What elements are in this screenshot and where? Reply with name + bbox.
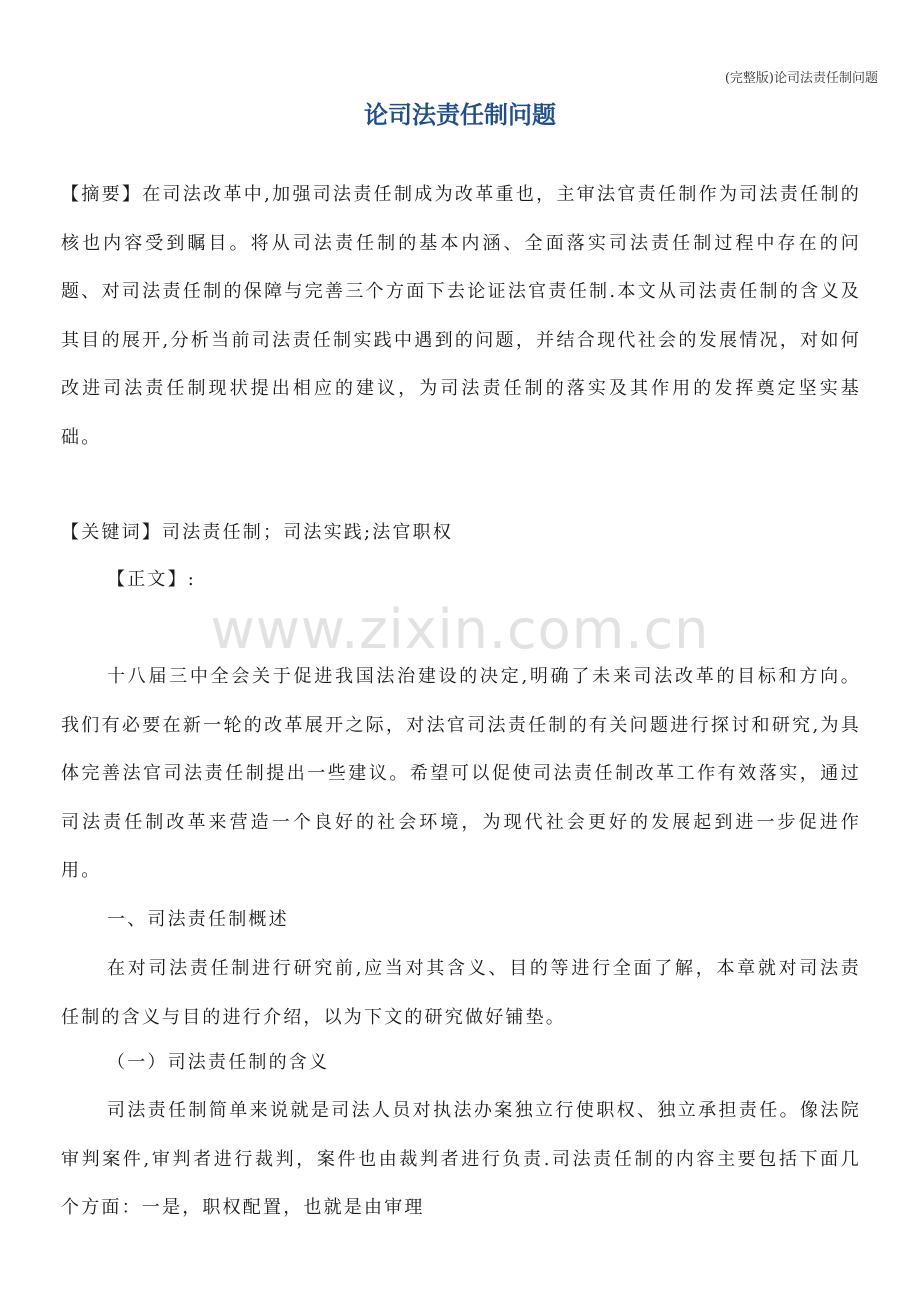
section-heading: 一、司法责任制概述	[107, 909, 289, 930]
abstract-paragraph: 【摘要】在司法改革中,加强司法责任制成为改革重也，主审法官责任制作为司法责任制的核也内容受到瞩目。将从司法责任制的基本内涵、全面落实司法责任制过程中存在的问题、对司法责任制的保障与完善三个方面下去论证法官责任制.本文从司法责任制的含义及其目的展开,分析当前司法责任制实践中遇到的问题，并结合现代社会的发展情况，对如何改进司法责任制现状提出相应的建议，为司法责任制的落实及其作用的发挥奠定坚实基础。	[61, 184, 861, 448]
document-title: 论司法责任制问题	[364, 101, 556, 129]
subsection-heading: （一）司法责任制的含义	[107, 1052, 330, 1073]
intro-paragraph: 十八届三中全会关于促进我国法治建设的决定,明确了未来司法改革的目标和方向。我们有必要在新一轮的改革展开之际，对法官司法责任制的有关问题进行探讨和研究,为具体完善法官司法责任制提出一些建议。希望可以促使司法责任制改革工作有效落实，通过司法责任制改革来营造一个良好的社会环境，为现代社会更好的发展起到进一步促进作用。	[61, 666, 861, 881]
section-paragraph: 在对司法责任制进行研究前,应当对其含义、目的等进行全面了解，本章就对司法责任制的含义与目的进行介绍，以为下文的研究做好铺垫。	[61, 958, 861, 1028]
running-header: (完整版)论司法责任制问题	[724, 71, 878, 86]
subsection-paragraph: 司法责任制简单来说就是司法人员对执法办案独立行使职权、独立承担责任。像法院审判案件,审判者进行裁判，案件也由裁判者进行负责.司法责任制的内容主要包括下面几个方面：一是，职权配置，也就是由审理	[61, 1100, 861, 1218]
keywords-line: 【关键词】司法责任制；司法实践;法官职权	[61, 522, 454, 543]
body-label: 【正文】:	[107, 569, 197, 590]
watermark: www.zixin.com.cn	[210, 598, 710, 661]
